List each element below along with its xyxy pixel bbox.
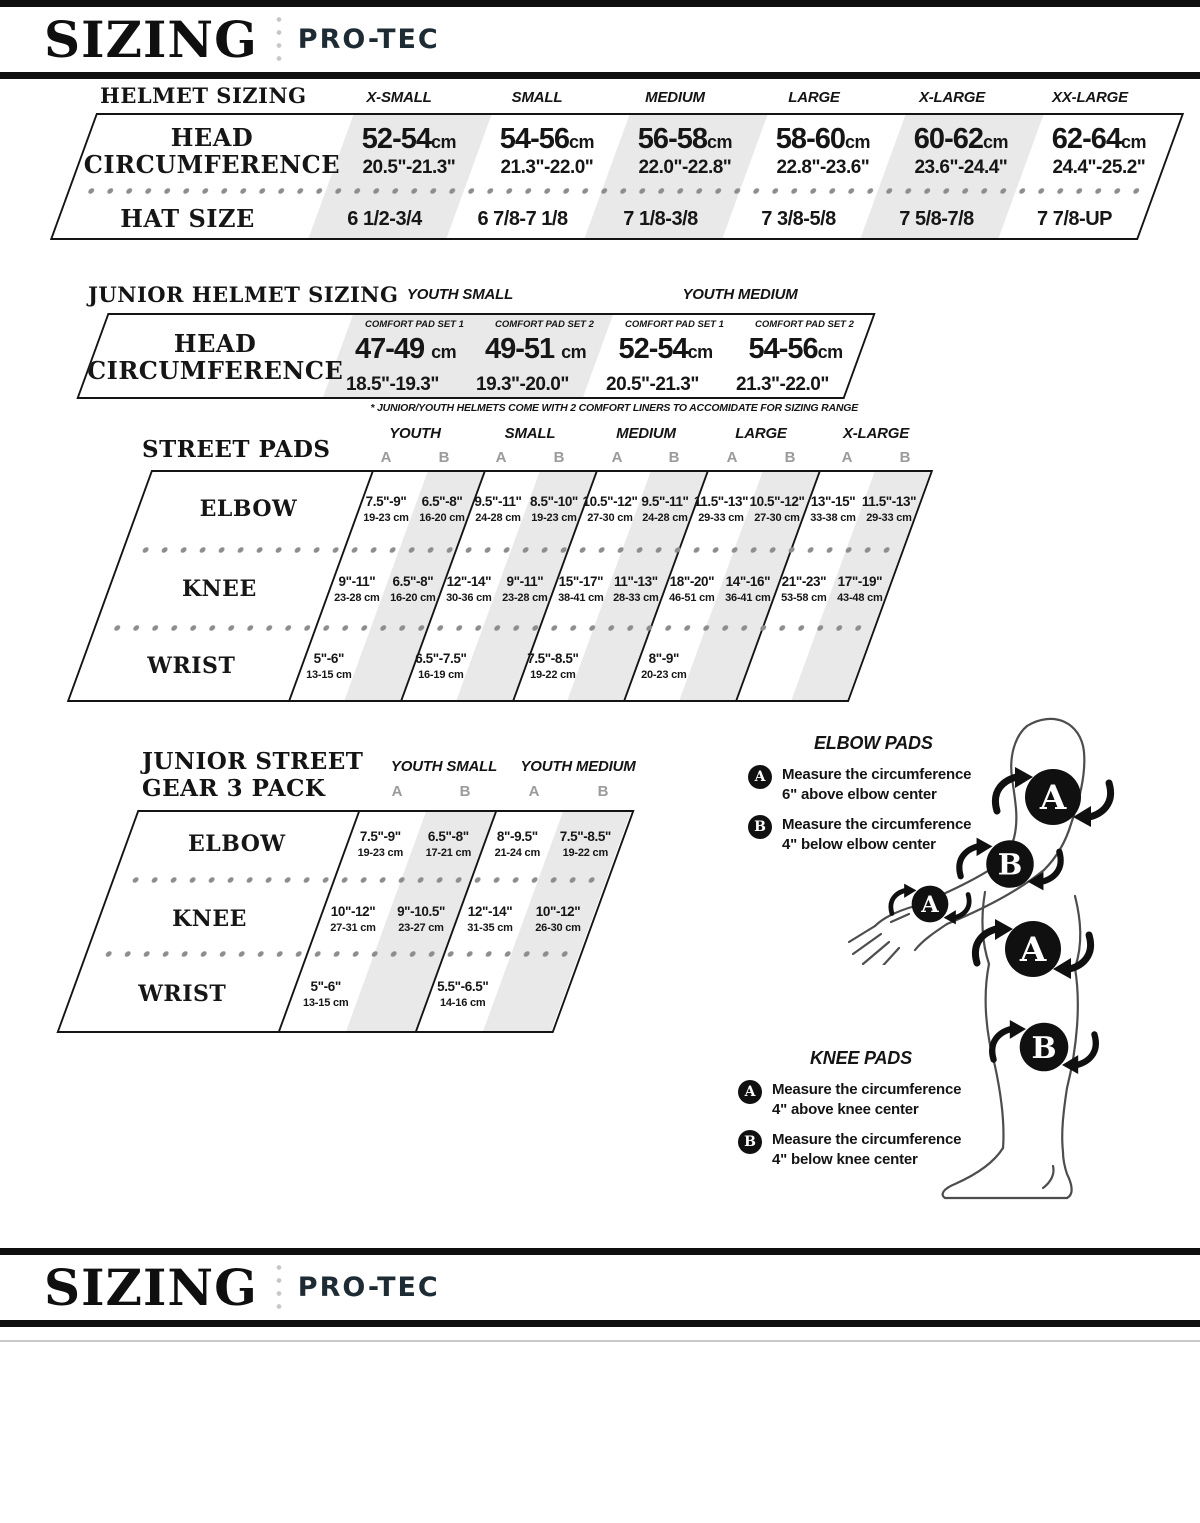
junior-street-gear-heading: JUNIOR STREET GEAR 3 PACK <box>142 748 364 803</box>
leg-marker-above-knee-letter: A <box>1019 930 1047 970</box>
junior-col-youth-small: YOUTH SMALL <box>406 286 514 303</box>
dotted-row-divider <box>128 544 898 556</box>
helmet-col-small: SMALL <box>511 89 563 106</box>
subcol-b: B <box>597 783 609 800</box>
street-col-medium: MEDIUM <box>616 425 676 442</box>
top-brand-header <box>0 0 1200 79</box>
row-label-wrist: WRIST <box>138 980 227 1007</box>
helmet-circ-large: 58-60cm 22.8"-23.6" <box>775 123 871 178</box>
subcol-a: A <box>391 783 403 800</box>
protec-logo-bottom: PRO-TEC <box>297 1272 440 1303</box>
pad-cell: 9"-10.5" 23-27 cm <box>397 904 446 934</box>
pad-cell: 5.5"-6.5" 14-16 cm <box>436 979 488 1009</box>
pad-cell: 7.5"-9" 19-23 cm <box>357 829 404 859</box>
subcol-b: B <box>668 449 680 466</box>
helmet-circ-x-small: 52-54cm 20.5"-21.3" <box>361 123 457 178</box>
pad-cell: 7.5"-8.5" 19-22 cm <box>559 829 611 859</box>
dotted-row-divider <box>118 874 603 886</box>
row-label-hat-size: HAT SIZE <box>120 203 255 233</box>
bottom-brand-header <box>0 1248 1200 1327</box>
pad-cell: 10"-12" 26-30 cm <box>535 904 581 934</box>
pad-cell: 7.5"-9" 19-23 cm <box>363 494 409 524</box>
subcol-b: B <box>553 449 565 466</box>
page-title-bottom: SIZING <box>44 1257 258 1317</box>
leg-marker-below-knee-letter: B <box>1031 1030 1057 1066</box>
guide-item: B Measure the circumference 4" below elbow center <box>748 815 1068 854</box>
junior-circ-cm: 47-49 cm <box>354 332 456 365</box>
helmet-circ-xx-large: 62-64cm 24.4"-25.2" <box>1051 123 1146 178</box>
helmet-circ-x-large: 60-62cm 23.6"-24.4" <box>913 123 1008 178</box>
section-divider <box>0 1340 1200 1342</box>
row-label-wrist: WRIST <box>147 652 236 679</box>
hat-size-xx-large: 7 7/8-UP <box>1037 207 1112 230</box>
pad-cell: 6.5"-8" 16-20 cm <box>389 574 436 604</box>
pad-cell: 11.5"-13" 29-33 cm <box>861 494 917 524</box>
street-col-large: LARGE <box>735 425 787 442</box>
marker-b-badge: B <box>748 815 772 839</box>
helmet-col-x-small: X-SMALL <box>366 89 432 106</box>
top-rule-bottom <box>0 72 1200 79</box>
subcol-b: B <box>899 449 911 466</box>
street-col-small: SMALL <box>504 425 556 442</box>
pad-cell: 6.5"-8" 17-21 cm <box>425 829 472 859</box>
dotted-row-divider <box>74 185 1150 197</box>
subcol-b: B <box>459 783 471 800</box>
pad-set-label: COMFORT PAD SET 1 <box>364 319 464 330</box>
junior-helmet-heading: JUNIOR HELMET SIZING <box>88 282 399 307</box>
dotted-divider <box>276 1261 282 1314</box>
pad-cell: 14"-16" 36-41 cm <box>725 574 771 604</box>
subcol-a: A <box>380 449 392 466</box>
guide-item: A Measure the circumference 6" above elbow center <box>748 765 1068 804</box>
subcol-b: B <box>784 449 796 466</box>
dotted-row-divider <box>100 622 870 634</box>
street-pads-table <box>109 470 917 702</box>
junior-circ-in: 19.3"-20.0" <box>475 374 569 395</box>
junior-helmet-footnote: * JUNIOR/YOUTH HELMETS COME WITH 2 COMFORT LINERS TO ACCOMIDATE FOR SIZING RANGE <box>370 402 858 414</box>
helmet-circ-medium: 56-58cm 22.0"-22.8" <box>637 123 733 178</box>
arm-marker-upper <box>995 767 1110 827</box>
marker-a-badge: A <box>748 765 772 789</box>
subcol-a: A <box>528 783 540 800</box>
pad-cell: 8"-9.5" 21-24 cm <box>494 829 540 859</box>
junior-col-youth-medium: YOUTH MEDIUM <box>682 286 798 303</box>
pad-cell: 12"-14" 30-36 cm <box>445 574 492 604</box>
dotted-divider <box>276 13 282 66</box>
junior-circ-in: 18.5"-19.3" <box>345 374 439 395</box>
row-label-head-circumference: HEAD CIRCUMFERENCE <box>86 329 344 385</box>
junior-circ-in: 21.3"-22.0" <box>735 374 829 395</box>
pad-cell: 10"-12" 27-31 cm <box>330 904 377 934</box>
pad-cell: 9"-11" 23-28 cm <box>501 574 548 604</box>
leg-marker-above-knee <box>975 919 1090 979</box>
row-label-knee: KNEE <box>181 575 257 602</box>
pad-set-label: COMFORT PAD SET 2 <box>494 319 594 330</box>
row-label-head-circumference: HEAD CIRCUMFERENCE <box>83 123 341 179</box>
street-pads-heading: STREET PADS <box>142 436 331 463</box>
pad-set-label: COMFORT PAD SET 1 <box>624 319 724 330</box>
junior-circ-cm: 49-51 cm <box>484 332 586 365</box>
pad-cell: 15"-17" 38-41 cm <box>557 574 604 604</box>
helmet-circ-small: 54-56cm 21.3"-22.0" <box>499 123 595 178</box>
street-col-x-large: X-LARGE <box>842 425 910 442</box>
pad-cell: 9.5"-11" 24-28 cm <box>641 494 690 524</box>
pad-cell: 8.5"-10" 19-23 cm <box>529 494 578 524</box>
pad-cell: 18"-20" 46-51 cm <box>669 574 716 604</box>
subcol-a: A <box>611 449 623 466</box>
helmet-col-large: LARGE <box>788 89 840 106</box>
subcol-b: B <box>438 449 450 466</box>
jsg-col-youth-medium: YOUTH MEDIUM <box>520 758 636 775</box>
arm-marker-wrist-letter: A <box>921 892 939 919</box>
pad-cell: 5"-6" 13-15 cm <box>303 979 349 1009</box>
pad-cell: 6.5"-7.5" 16-19 cm <box>414 651 467 681</box>
junior-street-gear-table <box>97 810 611 1033</box>
pad-cell: 8"-9" 20-23 cm <box>641 651 687 681</box>
pad-set-label: COMFORT PAD SET 2 <box>754 319 854 330</box>
helmet-col-medium: MEDIUM <box>645 89 705 106</box>
dotted-row-divider <box>91 948 576 960</box>
junior-circ-cm: 52-54cm <box>618 332 713 365</box>
pad-cell: 6.5"-8" 16-20 cm <box>419 494 465 524</box>
arm-marker-forearm <box>959 838 1060 891</box>
pad-cell: 7.5"-8.5" 19-22 cm <box>526 651 578 681</box>
pad-cell: 11.5"-13" 29-33 cm <box>694 494 749 524</box>
pad-cell: 17"-19" 43-48 cm <box>837 574 883 604</box>
junior-helmet-table <box>86 313 860 399</box>
row-label-elbow: ELBOW <box>188 830 286 857</box>
bottom-rule-top <box>0 1248 1200 1255</box>
hat-size-medium: 7 1/8-3/8 <box>623 207 698 230</box>
hat-size-large: 7 3/8-5/8 <box>761 207 836 230</box>
marker-a-badge: A <box>738 1080 762 1104</box>
page-title: SIZING <box>44 9 258 69</box>
street-col-youth: YOUTH <box>389 425 441 442</box>
helmet-col-x-large: X-LARGE <box>918 89 986 106</box>
pad-cell: 21"-23" 53-58 cm <box>781 574 827 604</box>
pad-cell: 13"-15" 33-38 cm <box>810 494 856 524</box>
guide-item: B Measure the circumference 4" below knee center <box>738 1130 1068 1169</box>
top-rule <box>0 0 1200 7</box>
pad-cell: 9.5"-11" 24-28 cm <box>474 494 522 524</box>
hat-size-x-large: 7 5/8-7/8 <box>899 207 974 230</box>
leg-measure-diagram <box>925 890 1115 1220</box>
subcol-a: A <box>495 449 507 466</box>
helmet-col-xx-large: XX-LARGE <box>1052 89 1128 106</box>
pad-cell: 9"-11" 23-28 cm <box>333 574 380 604</box>
jsg-col-youth-small: YOUTH SMALL <box>390 758 498 775</box>
row-label-elbow: ELBOW <box>199 495 298 522</box>
marker-b-badge: B <box>738 1130 762 1154</box>
leg-marker-below-knee <box>992 1020 1096 1074</box>
protec-logo: PRO-TEC <box>297 24 440 55</box>
arm-marker-forearm-letter: B <box>997 847 1023 882</box>
helmet-sizing-table <box>73 113 1161 240</box>
pad-cell: 10.5"-12" 27-30 cm <box>582 494 638 524</box>
knee-pads-guide-title: KNEE PADS <box>810 1048 912 1068</box>
elbow-pads-guide-title: ELBOW PADS <box>814 733 933 753</box>
arm-marker-upper-letter: A <box>1039 778 1067 818</box>
junior-circ-in: 20.5"-21.3" <box>605 374 699 395</box>
row-label-knee: KNEE <box>172 905 247 932</box>
pad-cell: 10.5"-12" 27-30 cm <box>749 494 805 524</box>
junior-circ-cm: 54-56cm <box>748 332 843 365</box>
pad-cell: 12"-14" 31-35 cm <box>466 904 513 934</box>
hat-size-small: 6 7/8-7 1/8 <box>477 207 568 230</box>
guide-item: A Measure the circumference 4" above knee center <box>738 1080 1068 1119</box>
bottom-rule-bottom <box>0 1320 1200 1327</box>
subcol-a: A <box>841 449 853 466</box>
pad-cell: 11"-13" 28-33 cm <box>613 574 660 604</box>
hat-size-x-small: 6 1/2-3/4 <box>347 207 422 230</box>
pad-cell: 5"-6" 13-15 cm <box>305 651 352 681</box>
helmet-sizing-heading: HELMET SIZING <box>100 83 307 108</box>
subcol-a: A <box>726 449 738 466</box>
